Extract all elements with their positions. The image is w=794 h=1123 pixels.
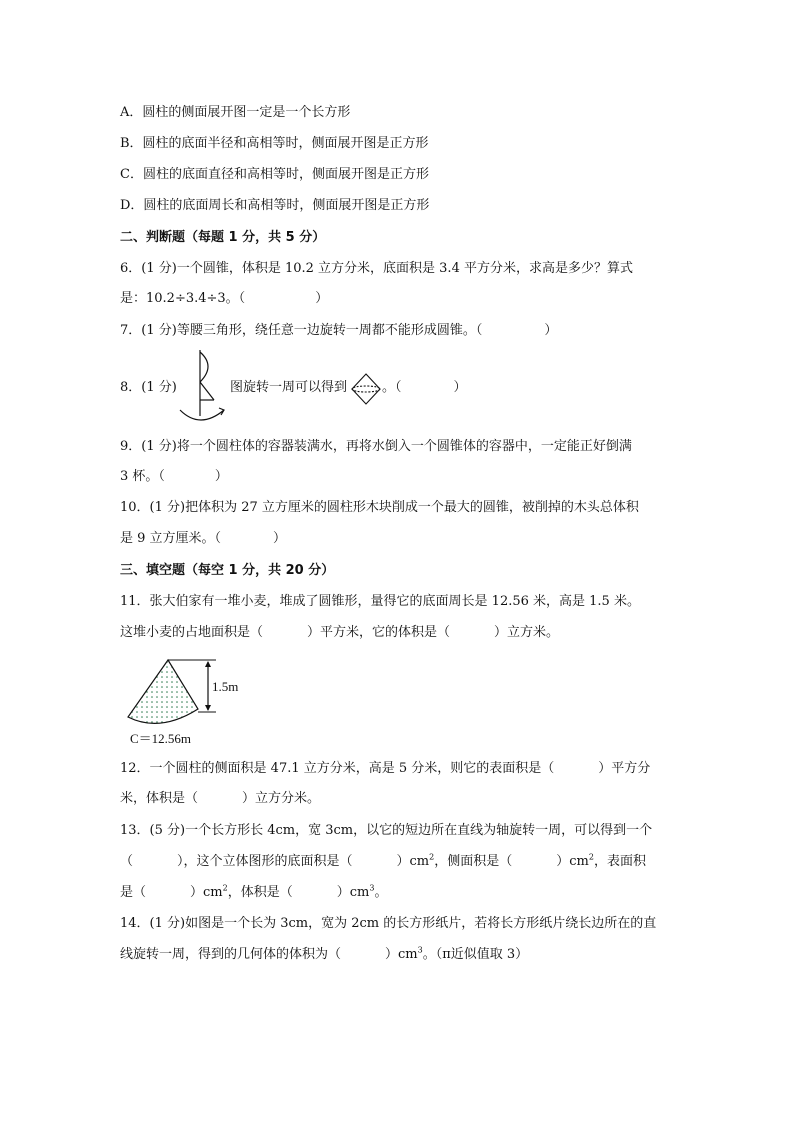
q7-line [120,322,557,340]
q13-sup-a: 2 [429,852,435,862]
q11-text-c: ）立方米。 [494,625,560,640]
q11-line1: 11．张大伯家有一堆小麦，堆成了圆锥形，量得它的底面周长是 12.56 米，高是 1.5 米。 [120,594,640,609]
q13-line1: 13．(5 分)一个长方形长 4cm，宽 3cm，以它的短边所在直线为轴旋转一周，可以得到一个 [120,823,653,838]
q8-close: ） [453,380,467,395]
q13-line2 [120,853,646,871]
q6-line1: 6．(1 分)一个圆锥，体积是 10.2 立方分米，底面积是 3.4 平方分米，求高是多少？算式 [120,261,633,276]
q8-prefix: 8．(1 分) [120,380,177,395]
q10-line2 [120,530,286,548]
q9-text: 3 杯。（ [120,469,165,484]
q13-text-f: ，表面积 [593,854,646,869]
q13-sup-d: 3 [369,883,375,893]
q8-suffix: 。（ [382,380,402,395]
q8-double-cone-figure [350,372,382,406]
q12-line1 [120,760,650,778]
q12-line2 [120,790,320,808]
q13-text-i: ，体积是（ [227,885,293,900]
q9-close: ） [214,469,228,484]
q11-circumference-label: C＝12.56m [130,731,192,746]
q13-sup-b: 2 [588,852,594,862]
q6-line2 [120,290,328,308]
q11-text-a: 这堆小麦的占地面积是（ [120,625,264,640]
q14-text-a: 线旋转一周，得到的几何体的体积为（ [120,947,342,962]
q13-text-j: ）cm [336,885,370,900]
q10-text: 是 9 立方厘米。（ [120,531,222,546]
q13-text-d: ，侧面积是（ [434,854,513,869]
q11-height-label: 1.5m [212,679,239,694]
q13-text-h: ）cm [190,885,223,900]
q9-line2 [120,468,228,486]
q10-line1: 10．(1 分)把体积为 27 立方厘米的圆柱形木块削成一个最大的圆锥，被削掉的木头总体积 [120,500,639,515]
q14-text-c: 。（π近似值取 3） [422,947,529,962]
q10-close: ） [273,531,287,546]
q12-text-c: 米，体积是（ [120,791,199,806]
q12-text-b: ）平方分 [598,761,651,776]
section-2-title: 二、判断题（每题 1 分，共 5 分） [120,230,326,245]
q7-text: 7．(1 分)等腰三角形，绕任意一边旋转一周都不能形成圆锥。（ [120,323,483,338]
q13-line3 [120,884,387,902]
q12-text-d: ）立方分米。 [242,791,321,806]
choice-a: A．圆柱的侧面展开图一定是一个长方形 [120,105,351,120]
choice-b: B．圆柱的底面半径和高相等时，侧面展开图是正方形 [120,136,429,151]
q6-close: ） [315,291,329,306]
q13-text-c: ）cm [396,854,430,869]
q8-text: 图旋转一周可以得到 [230,380,348,395]
q13-text-b: ），这个立体图形的底面积是（ [177,854,353,869]
q13-text-g: 是（ [120,885,147,900]
q12-text-a: 12．一个圆柱的侧面积是 47.1 立方分米，高是 5 分米，则它的表面积是（ [120,761,555,776]
q14-line2 [120,946,528,964]
q14-text-b: ）cm [385,947,418,962]
choice-c: C．圆柱的底面直径和高相等时，侧面展开图是正方形 [120,167,429,182]
q14-sup: 3 [417,945,423,955]
q11-text-b: ）平方米，它的体积是（ [307,625,451,640]
choice-d: D．圆柱的底面周长和高相等时，侧面展开图是正方形 [120,198,430,213]
section-3-title: 三、填空题（每空 1 分，共 20 分） [120,563,335,578]
q13-text-k: 。 [374,885,388,900]
q8-rotation-figure [176,346,232,424]
q13-sup-c: 2 [222,883,228,893]
q13-text-e: ）cm [556,854,589,869]
q6-text: 是：10.2÷3.4÷3。（ [120,291,246,306]
q7-close: ） [544,323,558,338]
q14-line1: 14．(1 分)如图是一个长为 3cm，宽为 2cm 的长方形纸片，若将长方形纸片绕长边所在的直 [120,916,657,931]
q11-line2 [120,624,559,642]
q9-line1: 9．(1 分)将一个圆柱体的容器装满水，再将水倒入一个圆锥体的容器中，一定能正好倒满 [120,439,632,454]
q13-text-a: （ [120,854,134,869]
q8-tail [382,379,467,397]
